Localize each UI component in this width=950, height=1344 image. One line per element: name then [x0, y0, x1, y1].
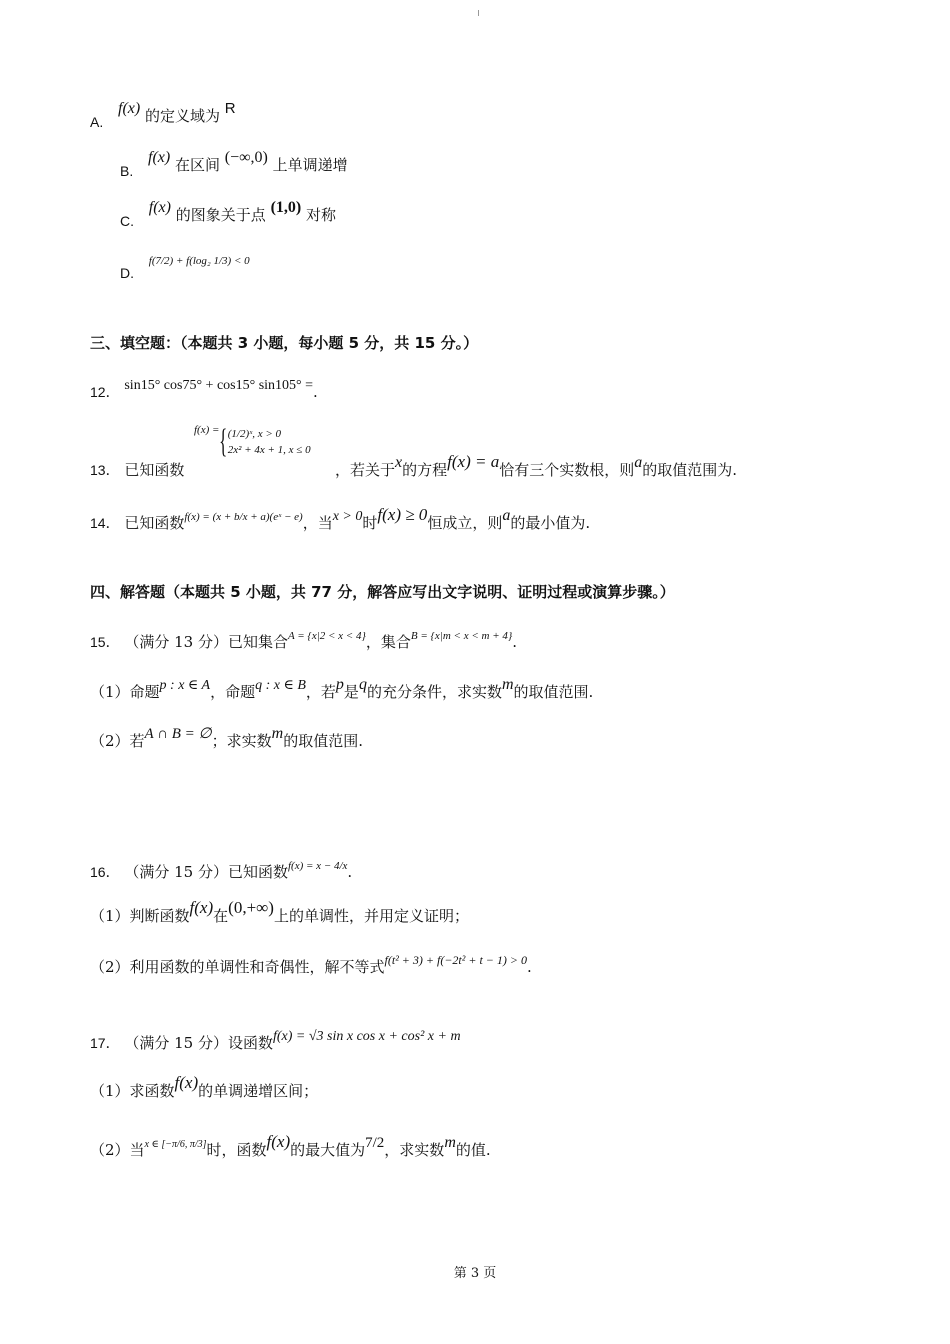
option-b-text2: 上单调递增 [272, 156, 348, 174]
q15-p2-label: （2）若 [90, 732, 145, 750]
q15-p2-var-m: m [271, 725, 284, 742]
q14-text-1: ，当 [302, 514, 333, 532]
q14-number: 14． [90, 515, 120, 531]
q15-p1-var-m: m [501, 676, 514, 693]
q14-lead: 已知函数 [124, 514, 185, 532]
question-16 [90, 862, 352, 884]
q15-p1-text-3: 是 [343, 683, 359, 701]
q17-number: 17． [90, 1035, 120, 1051]
q12-number: 12． [90, 384, 120, 400]
q15-p1-label: （1）命题 [90, 683, 160, 701]
option-a [90, 100, 236, 130]
q13-var-a: a [634, 454, 643, 471]
section-3-title: 三、填空题：（本题共 3 小题，每小题 5 分，共 15 分。） [90, 334, 479, 352]
q16-p2-end: . [526, 958, 532, 976]
q15-p1-prop-p: p : x ∈ A [159, 678, 211, 693]
option-c-fx: f(x) [148, 199, 171, 216]
q16-p2-expr: f(t² + 3) + f(−2t² + t − 1) > 0 [384, 953, 527, 967]
q13-text-3: 恰有三个实数根，则 [499, 461, 635, 479]
q13-text-2: 的方程 [402, 461, 448, 479]
q13-var-x: x [395, 454, 403, 471]
q13-piece-1: (1/2)ˣ, x > 0 [227, 428, 282, 440]
q17-p2-text-2: 的最大值为 [290, 1141, 366, 1159]
option-a-text: 的定义域为 [145, 107, 221, 125]
q17-part-2 [90, 1132, 491, 1163]
q14-text-3: 恒成立，则 [427, 514, 503, 532]
q12-end: . [313, 383, 318, 401]
question-15 [90, 632, 517, 654]
option-c-text1: 的图象关于点 [175, 206, 266, 224]
q17-p2-fx: f(x) [266, 1132, 291, 1151]
q15-set-a: A = {x|2 < x < 4} [287, 630, 366, 642]
q15-p1-text-5: 的取值范围. [513, 683, 594, 701]
q17-p2-label: （2）当 [90, 1141, 145, 1159]
q15-p1-var-q: q [358, 676, 367, 693]
q13-piecewise [194, 423, 311, 460]
question-14 [90, 505, 591, 535]
q17-fx: f(x) = √3 sin x cos x + cos² x + m [272, 1029, 461, 1044]
option-a-set: R [224, 100, 236, 117]
q13-number: 13． [90, 462, 120, 478]
q16-part-2 [90, 953, 532, 978]
question-12 [90, 378, 318, 404]
q17-part-1 [90, 1073, 319, 1101]
option-d-label: D. [120, 265, 134, 281]
q15-lead: （满分 13 分）已知集合 [124, 633, 288, 651]
q15-p2-expr: A ∩ B = ∅ [144, 726, 212, 742]
q16-part-1 [90, 898, 469, 926]
q14-var-a: a [502, 507, 511, 524]
q15-part-1 [90, 676, 594, 704]
q15-p1-text-2: ，若 [305, 683, 336, 701]
q16-number: 16． [90, 864, 120, 880]
q14-fx: f(x) = (x + b/x + a)(eˣ − e) [184, 511, 303, 523]
option-c-text2: 对称 [306, 206, 337, 224]
question-17 [90, 1029, 461, 1055]
top-margin-mark [478, 10, 479, 16]
q15-p1-prop-q: q : x ∈ B [255, 678, 306, 693]
q13-text-4: 的取值范围为. [642, 461, 737, 479]
option-b-interval: (−∞,0) [224, 149, 268, 166]
option-a-fx: f(x) [118, 100, 141, 117]
option-b [120, 149, 348, 179]
option-b-text1: 在区间 [175, 156, 221, 174]
q14-inequality: f(x) ≥ 0 [377, 505, 428, 524]
q16-p1-fx: f(x) [189, 898, 214, 917]
q17-p2-text-4: 的值. [455, 1141, 491, 1159]
option-a-label: A. [90, 114, 104, 130]
option-c [120, 199, 337, 229]
option-b-label: B. [120, 163, 134, 179]
section-4-title: 四、解答题（本题共 5 小题，共 77 分，解答应写出文字说明、证明过程或演算步骤。） [90, 583, 675, 601]
q17-p2-value: 7/2 [365, 1135, 385, 1151]
q15-p1-text-4: 的充分条件，求实数 [366, 683, 502, 701]
q14-text-4: 的最小值为. [510, 514, 591, 532]
q17-p1-text-1: 的单调递增区间； [198, 1082, 319, 1100]
q13-lead: 已知函数 [124, 461, 185, 479]
page-footer: 第 3 页 [453, 1266, 497, 1281]
q16-p2-label: （2）利用函数的单调性和奇偶性，解不等式 [90, 958, 385, 976]
q17-p2-domain: x ∈ [−π/6, π/3] [144, 1139, 207, 1150]
question-13 [90, 423, 737, 480]
q16-lead: （满分 15 分）已知函数 [124, 863, 288, 881]
q13-equation: f(x) = a [447, 452, 500, 471]
option-d-expr: f(7/2) + f(log₂ 1/3) < 0 [148, 255, 250, 267]
q15-number: 15． [90, 634, 120, 650]
q15-p2-text-2: 的取值范围. [283, 732, 363, 750]
q15-end: . [512, 633, 518, 651]
q15-p1-text-1: ，命题 [210, 683, 256, 701]
q16-p1-text-1: 在 [213, 907, 229, 925]
option-b-fx: f(x) [148, 149, 171, 166]
q16-p1-text-2: 上的单调性，并用定义证明； [273, 907, 469, 925]
q15-part-2 [90, 725, 363, 752]
q15-p2-text-1: ；求实数 [211, 732, 272, 750]
q13-brace: { [219, 423, 228, 460]
q14-condition: x > 0 [332, 509, 363, 524]
q12-expr: sin15° cos75° + cos15° sin105° = [124, 378, 314, 393]
q16-fx: f(x) = x − 4/x [287, 860, 348, 872]
q17-p2-text-3: ，求实数 [384, 1141, 445, 1159]
q15-p1-var-p: p [335, 676, 344, 693]
q15-text-1: ，集合 [365, 633, 411, 651]
q16-p1-interval: (0,+∞) [228, 898, 274, 917]
q13-fx: f(x) = [194, 423, 220, 436]
q17-p2-var-m: m [444, 1134, 456, 1151]
option-c-point: (1,0) [270, 199, 302, 216]
q16-end: . [347, 863, 353, 881]
q16-p1-label: （1）判断函数 [90, 907, 190, 925]
q17-lead: （满分 15 分）设函数 [124, 1034, 273, 1052]
q15-set-b: B = {x|m < x < m + 4} [410, 630, 513, 642]
option-d [120, 257, 250, 279]
q13-text-1: ，若关于 [335, 461, 396, 479]
option-c-label: C. [120, 213, 134, 229]
q17-p1-fx: f(x) [174, 1073, 199, 1092]
q17-p1-label: （1）求函数 [90, 1082, 175, 1100]
q14-text-2: 时 [362, 514, 378, 532]
q13-piece-2: 2x² + 4x + 1, x ≤ 0 [227, 444, 311, 456]
q17-p2-text-1: 时，函数 [206, 1141, 267, 1159]
